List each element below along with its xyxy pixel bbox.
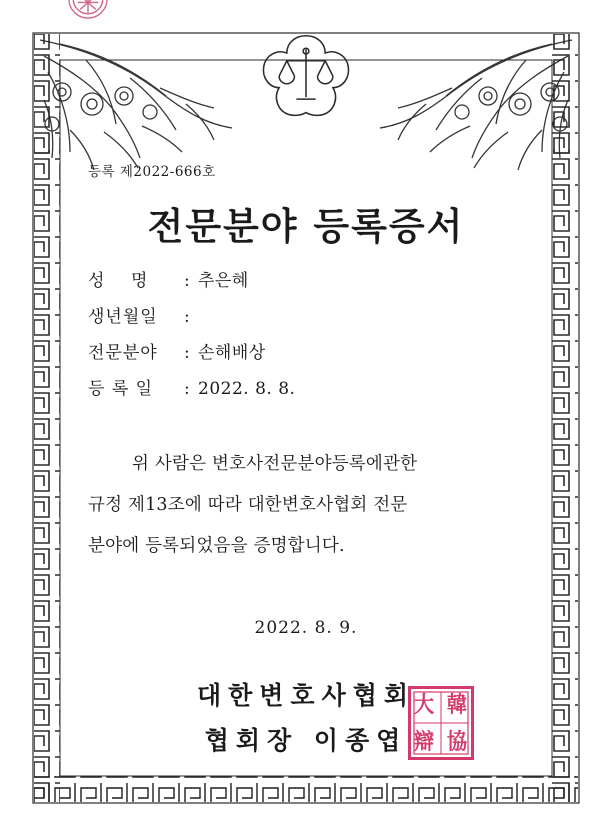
body-line	[88, 485, 528, 526]
body-line	[88, 526, 528, 567]
field-label-birthdate: 생년월일	[88, 307, 158, 327]
field-label-name: 성 명	[88, 271, 149, 291]
seal-character: 協	[447, 728, 468, 755]
field-row	[88, 374, 528, 410]
field-value-specialty: 손해배상	[198, 343, 266, 363]
body-line-text: 분야에 등록되었음을 증명합니다.	[88, 536, 345, 556]
seal-character: 大	[414, 691, 435, 718]
signature-block	[0, 676, 612, 757]
field-colon: :	[184, 271, 190, 291]
field-label-registration-date: 등 록 일	[88, 379, 154, 399]
seal-character: 韓	[447, 691, 468, 718]
body-line	[88, 444, 528, 485]
field-list	[88, 266, 528, 410]
seal-character: 辯	[414, 728, 435, 755]
field-row	[88, 338, 528, 374]
field-colon: :	[184, 307, 190, 327]
field-colon: :	[184, 343, 190, 363]
issue-date: 2022. 8. 9.	[254, 618, 358, 638]
field-row	[88, 266, 528, 302]
page-title: 전문분야 등록증서	[147, 204, 465, 248]
registration-number: 등록 제2022-666호	[88, 164, 216, 180]
signatory-title-and-name: 협회장 이종엽	[204, 726, 408, 755]
field-label-specialty: 전문분야	[88, 343, 158, 363]
field-colon: :	[184, 379, 190, 399]
body-line-text: 위 사람은 변호사전문분야등록에관한	[132, 454, 418, 474]
body-line-text: 규정 제13조에 따라 대한변호사협회 전문	[88, 495, 408, 515]
seal-characters	[408, 686, 474, 760]
field-value-name: 추은혜	[198, 271, 249, 291]
field-value-registration-date: 2022. 8. 8.	[198, 379, 296, 399]
body-text	[88, 444, 528, 567]
issuing-organization: 대한변호사협회	[196, 681, 416, 710]
field-row	[88, 302, 528, 338]
official-seal	[408, 686, 474, 760]
